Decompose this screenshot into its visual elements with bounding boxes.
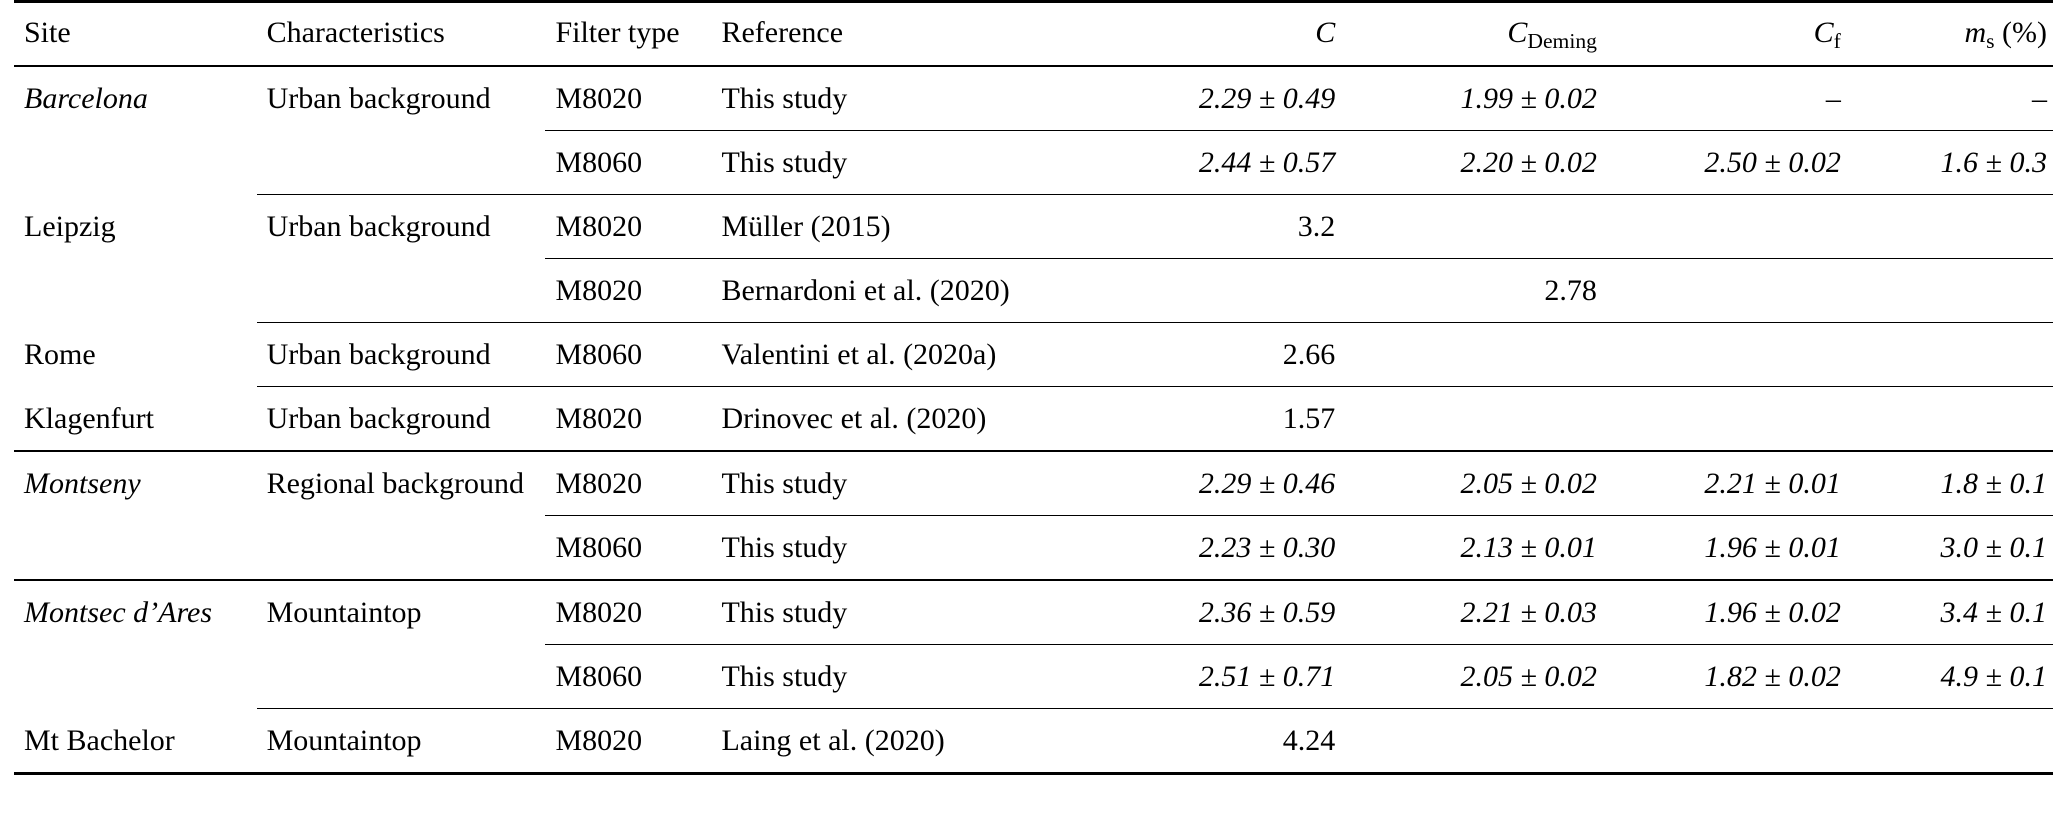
cell-site-text: Rome xyxy=(24,337,96,371)
cell-filter-type xyxy=(545,323,711,387)
cell-c-deming xyxy=(1361,645,1621,709)
cell-m-s xyxy=(1865,259,2053,323)
cell-site xyxy=(14,387,257,452)
cell-c-f xyxy=(1621,645,1865,709)
comparison-table xyxy=(14,0,2053,775)
cell-filter-type-text: M8020 xyxy=(555,210,643,243)
cell-characteristics xyxy=(257,259,546,323)
cell-m-s xyxy=(1865,709,2053,774)
cell-m-s-text: – xyxy=(2032,82,2047,115)
column-header-characteristics: Characteristics xyxy=(266,16,445,49)
cell-characteristics xyxy=(257,451,546,516)
cell-characteristics-text: Mountaintop xyxy=(266,596,422,629)
cell-c xyxy=(1107,195,1361,259)
cell-c xyxy=(1107,323,1361,387)
cell-c-deming-text: 2.05 ± 0.02 xyxy=(1460,660,1597,693)
cell-filter-type xyxy=(545,131,711,195)
cell-site-text: Klagenfurt xyxy=(24,401,154,435)
column-header-site: Site xyxy=(24,16,71,49)
column-header-c xyxy=(1107,2,1361,67)
cell-reference-text: This study xyxy=(721,146,848,179)
cell-reference xyxy=(711,451,1107,516)
cell-c xyxy=(1107,131,1361,195)
cell-reference xyxy=(711,131,1107,195)
cell-site xyxy=(14,195,257,259)
cell-characteristics-text: Mountaintop xyxy=(266,724,422,757)
cell-filter-type xyxy=(545,387,711,452)
cell-c-text: 2.29 ± 0.49 xyxy=(1198,82,1336,115)
cell-m-s xyxy=(1865,195,2053,259)
cell-c xyxy=(1107,709,1361,774)
cell-filter-type xyxy=(545,259,711,323)
cell-m-s xyxy=(1865,516,2053,581)
cell-filter-type xyxy=(545,709,711,774)
cell-c-f xyxy=(1621,451,1865,516)
cell-characteristics xyxy=(257,516,546,581)
cell-filter-type-text: M8060 xyxy=(555,146,643,179)
cell-c xyxy=(1107,451,1361,516)
cell-site xyxy=(14,580,257,645)
cell-reference xyxy=(711,387,1107,452)
cell-reference xyxy=(711,259,1107,323)
cell-c-deming-text: 2.13 ± 0.01 xyxy=(1460,531,1597,564)
cell-site xyxy=(14,66,257,131)
cell-characteristics-text: Regional background xyxy=(266,467,524,500)
cell-c-deming-text: 2.78 xyxy=(1544,274,1597,307)
cell-filter-type xyxy=(545,516,711,581)
cell-filter-type-text: M8020 xyxy=(555,596,643,629)
cell-characteristics-text: Urban background xyxy=(266,210,491,243)
cell-c-text: 2.66 xyxy=(1282,338,1336,371)
cell-c-deming xyxy=(1361,66,1621,131)
cell-reference-text: This study xyxy=(721,467,848,500)
cell-reference xyxy=(711,516,1107,581)
column-header-c-symbol: C xyxy=(1315,16,1336,49)
table-row xyxy=(14,516,2053,581)
cell-site-text: Montseny xyxy=(24,467,141,500)
cell-c-deming xyxy=(1361,131,1621,195)
cell-characteristics xyxy=(257,580,546,645)
table-row xyxy=(14,323,2053,387)
cell-site xyxy=(14,131,257,195)
table-row xyxy=(14,131,2053,195)
cell-filter-type-text: M8060 xyxy=(555,531,643,564)
cell-c-deming xyxy=(1361,709,1621,774)
cell-m-s xyxy=(1865,66,2053,131)
cell-site xyxy=(14,709,257,774)
cell-m-s xyxy=(1865,451,2053,516)
cell-characteristics xyxy=(257,645,546,709)
table-row xyxy=(14,195,2053,259)
cell-reference-text: Müller (2015) xyxy=(721,210,891,243)
cell-reference-text: Bernardoni et al. (2020) xyxy=(721,274,1010,307)
cell-reference xyxy=(711,709,1107,774)
column-header-c-deming xyxy=(1361,2,1621,67)
cell-characteristics-text: Urban background xyxy=(266,338,491,371)
cell-reference-text: Drinovec et al. (2020) xyxy=(721,402,987,435)
cell-characteristics xyxy=(257,131,546,195)
cell-c-f-text: 1.96 ± 0.01 xyxy=(1704,531,1841,564)
cell-c-deming-text: 2.20 ± 0.02 xyxy=(1460,146,1597,179)
cell-m-s-text: 1.6 ± 0.3 xyxy=(1940,146,2047,179)
cell-reference xyxy=(711,645,1107,709)
cell-c-f-text: 2.21 ± 0.01 xyxy=(1704,467,1841,500)
cell-site-text: Barcelona xyxy=(24,82,148,115)
cell-filter-type-text: M8020 xyxy=(555,467,643,500)
cell-c-text: 2.23 ± 0.30 xyxy=(1198,531,1336,564)
cell-c-deming xyxy=(1361,580,1621,645)
cell-c xyxy=(1107,387,1361,452)
cell-site xyxy=(14,259,257,323)
cell-c-f xyxy=(1621,195,1865,259)
cell-filter-type-text: M8060 xyxy=(555,338,643,371)
cell-c xyxy=(1107,580,1361,645)
cell-c-deming xyxy=(1361,516,1621,581)
cell-reference-text: Valentini et al. (2020a) xyxy=(721,338,997,371)
cell-c-text: 1.57 xyxy=(1282,402,1336,435)
cell-reference xyxy=(711,580,1107,645)
cell-filter-type xyxy=(545,451,711,516)
cell-site-text: Mt Bachelor xyxy=(24,723,175,757)
table-row xyxy=(14,709,2053,774)
table-row xyxy=(14,259,2053,323)
cell-characteristics-text: Urban background xyxy=(266,82,491,115)
table-row xyxy=(14,645,2053,709)
cell-reference xyxy=(711,66,1107,131)
table-row xyxy=(14,66,2053,131)
column-header-c-f-symbol: C xyxy=(1813,16,1834,49)
cell-m-s-text: 4.9 ± 0.1 xyxy=(1940,660,2047,693)
column-header-c-deming-symbol: C xyxy=(1507,16,1528,49)
cell-c-deming xyxy=(1361,387,1621,452)
cell-c-text: 2.29 ± 0.46 xyxy=(1198,467,1336,500)
cell-c-f-text: – xyxy=(1825,82,1841,115)
cell-reference xyxy=(711,195,1107,259)
cell-c xyxy=(1107,516,1361,581)
cell-c-text: 4.24 xyxy=(1282,724,1336,757)
cell-site xyxy=(14,516,257,581)
cell-m-s-text: 3.0 ± 0.1 xyxy=(1940,531,2047,564)
cell-filter-type-text: M8020 xyxy=(555,274,643,307)
cell-site xyxy=(14,323,257,387)
cell-characteristics xyxy=(257,709,546,774)
column-header-c-f-subscript: f xyxy=(1833,29,1841,53)
cell-m-s xyxy=(1865,387,2053,452)
cell-site-text: Leipzig xyxy=(24,209,116,243)
cell-filter-type-text: M8020 xyxy=(555,82,643,115)
cell-reference-text: This study xyxy=(721,531,848,564)
cell-c-f xyxy=(1621,516,1865,581)
table-body xyxy=(14,66,2053,774)
column-header-c-f xyxy=(1621,2,1865,67)
cell-c-f xyxy=(1621,259,1865,323)
cell-reference-text: This study xyxy=(721,660,848,693)
cell-reference-text: Laing et al. (2020) xyxy=(721,724,945,757)
column-header-m-s-symbol: m xyxy=(1964,16,1987,49)
cell-c-f-text: 1.96 ± 0.02 xyxy=(1704,596,1841,629)
cell-m-s xyxy=(1865,580,2053,645)
table-row xyxy=(14,580,2053,645)
cell-c-deming-text: 1.99 ± 0.02 xyxy=(1460,82,1597,115)
cell-c-deming-text: 2.21 ± 0.03 xyxy=(1460,596,1597,629)
table-row xyxy=(14,451,2053,516)
cell-filter-type-text: M8060 xyxy=(555,660,643,693)
column-header-filter-type: Filter type xyxy=(555,16,680,49)
cell-filter-type-text: M8020 xyxy=(555,724,643,757)
cell-c-f-text: 1.82 ± 0.02 xyxy=(1704,660,1841,693)
cell-c-f xyxy=(1621,709,1865,774)
cell-m-s xyxy=(1865,645,2053,709)
cell-c xyxy=(1107,645,1361,709)
cell-reference-text: This study xyxy=(721,596,848,629)
cell-characteristics xyxy=(257,323,546,387)
cell-characteristics xyxy=(257,66,546,131)
cell-c-text: 3.2 xyxy=(1297,210,1336,243)
cell-c-f xyxy=(1621,131,1865,195)
cell-filter-type xyxy=(545,645,711,709)
cell-filter-type xyxy=(545,66,711,131)
cell-m-s xyxy=(1865,323,2053,387)
column-header-m-s xyxy=(1865,2,2053,67)
cell-characteristics xyxy=(257,387,546,452)
column-header-c-deming-subscript: Deming xyxy=(1527,29,1597,53)
cell-reference xyxy=(711,323,1107,387)
table-header xyxy=(14,2,2053,67)
cell-site-text: Montsec d’Ares xyxy=(24,596,212,629)
cell-c-deming xyxy=(1361,195,1621,259)
cell-site xyxy=(14,645,257,709)
cell-c-text: 2.44 ± 0.57 xyxy=(1198,146,1336,179)
cell-characteristics xyxy=(257,195,546,259)
cell-c-deming xyxy=(1361,323,1621,387)
cell-c xyxy=(1107,259,1361,323)
cell-c xyxy=(1107,66,1361,131)
cell-filter-type xyxy=(545,580,711,645)
cell-c-f-text: 2.50 ± 0.02 xyxy=(1704,146,1841,179)
cell-c-text: 2.51 ± 0.71 xyxy=(1198,660,1336,693)
cell-reference-text: This study xyxy=(721,82,848,115)
cell-c-deming-text: 2.05 ± 0.02 xyxy=(1460,467,1597,500)
cell-filter-type-text: M8020 xyxy=(555,402,643,435)
cell-c-f xyxy=(1621,323,1865,387)
cell-filter-type xyxy=(545,195,711,259)
table-row xyxy=(14,387,2053,452)
cell-c-f xyxy=(1621,387,1865,452)
cell-c-text: 2.36 ± 0.59 xyxy=(1198,596,1336,629)
table-header-row xyxy=(14,2,2053,67)
cell-m-s-text: 3.4 ± 0.1 xyxy=(1940,596,2047,629)
cell-c-f xyxy=(1621,66,1865,131)
cell-m-s xyxy=(1865,131,2053,195)
cell-c-f xyxy=(1621,580,1865,645)
column-header-reference: Reference xyxy=(721,16,844,49)
column-header-m-s-units: (%) xyxy=(1994,16,2047,49)
cell-characteristics-text: Urban background xyxy=(266,402,491,435)
cell-c-deming xyxy=(1361,259,1621,323)
cell-site xyxy=(14,451,257,516)
cell-m-s-text: 1.8 ± 0.1 xyxy=(1940,467,2047,500)
cell-c-deming xyxy=(1361,451,1621,516)
column-header-m-s-subscript: s xyxy=(1986,29,1995,53)
